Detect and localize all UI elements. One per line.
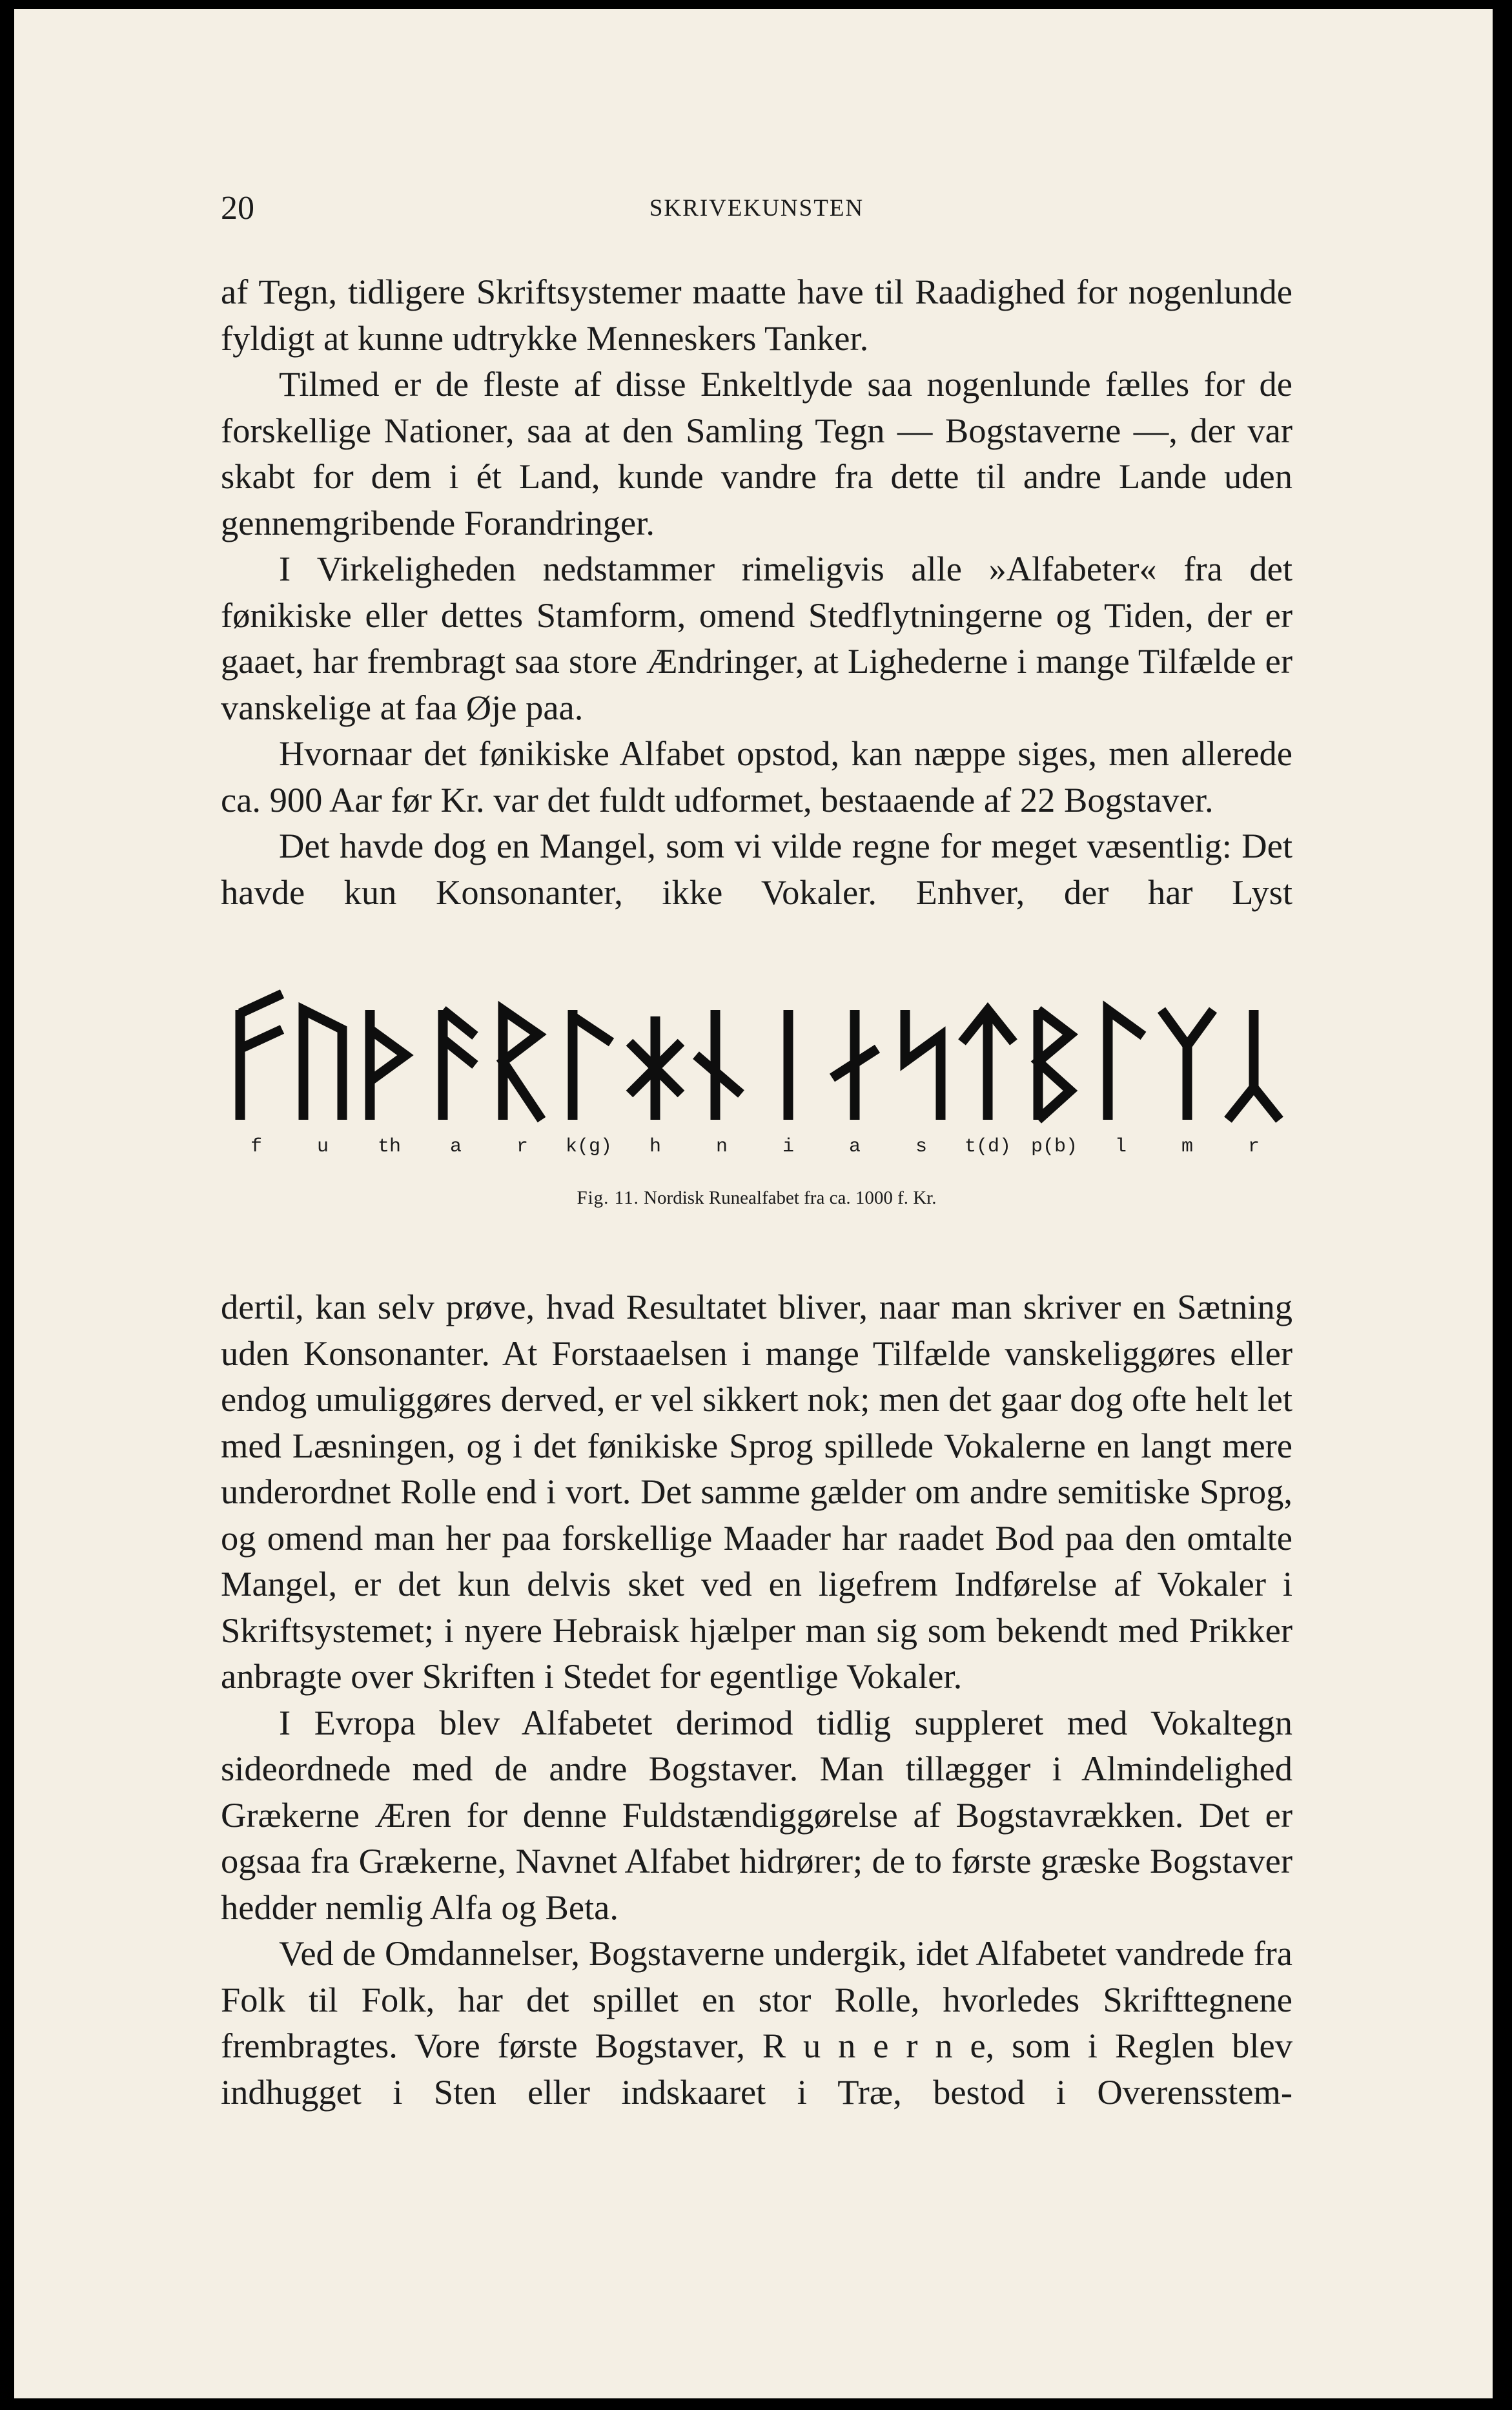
raido-rune-icon xyxy=(487,1010,558,1120)
rune-label: n xyxy=(715,1136,728,1158)
uruz-rune-icon xyxy=(287,1010,358,1120)
thurisaz-rune-icon xyxy=(354,1010,425,1120)
tyr-rune-icon xyxy=(952,1010,1023,1120)
paragraph: Hvornaar det fønikiske Alfabet opstod, kan næppe siges, men allerede ca. 900 Aar før Kr. var det fuldt udformet, bestaaende af 22 Bogstaver. xyxy=(221,734,1292,819)
rune-label: t(d) xyxy=(964,1136,1011,1158)
rune-label: r xyxy=(516,1136,528,1158)
paragraph: Tilmed er de fleste af disse Enkeltlyde saa nogenlunde fælles for de forskellige Nationer, saa at den Samling Tegn — Bogstaverne —, der var skabt for dem i ét Land, kunde vandre fra dette til andre Lande uden gennemgribende Forandringer. xyxy=(221,364,1292,542)
body-text-top xyxy=(221,269,1292,915)
rune-label: l xyxy=(1114,1136,1127,1158)
rune-label: k(g) xyxy=(565,1136,612,1158)
sol-rune-icon xyxy=(886,1010,957,1120)
paragraph: I Evropa blev Alfabetet derimod tidlig suppleret med Vokaltegn sideordnede med de andre Bogstaver. Man tillægger i Almindelighed Grækerne Æren for denne Fuldstændiggørelse af Bogstavrækken. Det er ogsaa fra Grækerne, Navnet Alfabet hidrører; de to første græske Bogstaver hedder nemlig Alfa og Beta. xyxy=(221,1702,1292,1927)
rune-label: s xyxy=(915,1136,927,1158)
paragraph: I Virkeligheden nedstammer rimeligvis alle »Alfabeter« fra det fønikiske eller dettes Stamform, omend Stedflytningerne og Tiden, der er gaaet, har frembragt saa store Ændringer, at Lighederne i mange Tilfælde er vanskelige at faa Øje paa. xyxy=(221,549,1292,727)
rune-label: a xyxy=(848,1136,861,1158)
running-head: SKRIVEKUNSTEN xyxy=(649,195,864,221)
figure-caption-text: Nordisk Runealfabet fra ca. 1000 f. Kr. xyxy=(644,1188,937,1208)
paragraph: dertil, kan selv prøve, hvad Resultatet bliver, naar man skriver en Sætning uden Konsonanter. At Forstaaelsen i mange Tilfælde vanskeliggøres eller endog umuliggøres derved, er vel sikkert nok; men det gaar dog ofte helt let med Læsningen, og i det fønikiske Sprog spillede Vokalerne en langt mere underordnet Rolle end i vort. Det samme gælder om andre semitiske Sprog, og omend man her paa forskellige Maader har raadet Bod paa den omtalte Mangel, er det kun delvis sket ved en ligefrem Indførelse af Vokaler i Skriftsystemet; i nyere Hebraisk hjælper man sig som bekendt med Prikker anbragte over Skriften i Stedet for egentlige Vokaler. xyxy=(221,1287,1292,1696)
rune-figure xyxy=(221,991,1292,1236)
rune-label: r xyxy=(1247,1136,1260,1158)
figure-caption xyxy=(221,1188,1292,1209)
page-number: 20 xyxy=(221,190,254,227)
naud-rune-icon xyxy=(686,1010,757,1120)
book-page xyxy=(14,9,1493,2398)
rune-row xyxy=(221,1010,1292,1120)
rune-label: a xyxy=(449,1136,462,1158)
bjarkan-rune-icon xyxy=(1019,1010,1090,1120)
body-text-bottom xyxy=(221,1284,1292,2115)
yr-rune-icon xyxy=(1218,1010,1289,1120)
figure-number: Fig. 11. xyxy=(577,1188,639,1208)
rune-label: m xyxy=(1181,1136,1193,1158)
paragraph: Det havde dog en Mangel, som vi vilde regne for meget væsentlig: Det havde kun Konsonanter, ikke Vokaler. Enhver, der har Lyst xyxy=(221,826,1292,912)
rune-label: u xyxy=(316,1136,329,1158)
rune-label: f xyxy=(250,1136,262,1158)
page-header xyxy=(221,186,1292,231)
logr-rune-icon xyxy=(1085,1010,1156,1120)
ar-rune-icon xyxy=(819,1010,890,1120)
rune-label: p(b) xyxy=(1030,1136,1078,1158)
ansuz-rune-icon xyxy=(420,1010,491,1120)
madr-rune-icon xyxy=(1152,1010,1223,1120)
hagall-rune-icon xyxy=(620,1010,691,1120)
rune-label: h xyxy=(649,1136,661,1158)
isa-rune-icon xyxy=(753,1010,824,1120)
paragraph: af Tegn, tidligere Skriftsystemer maatte have til Raadighed for nogenlunde fyldigt at kunne udtrykke Menneskers Tanker. xyxy=(221,272,1292,358)
rune-label: th xyxy=(377,1136,401,1158)
rune-label: i xyxy=(782,1136,794,1158)
fehu-rune-icon xyxy=(221,1010,292,1120)
paragraph: Ved de Omdannelser, Bogstaverne undergik, idet Alfabetet vandrede fra Folk til Folk, har det spillet en stor Rolle, hvorledes Skrifttegnene frembragtes. Vore første Bogstaver, R u n e r n e, som i Reglen blev indhugget i Sten eller indskaaret i Træ, bestod i Overensstem- xyxy=(221,1933,1292,2112)
kaun-rune-icon xyxy=(553,1010,624,1120)
